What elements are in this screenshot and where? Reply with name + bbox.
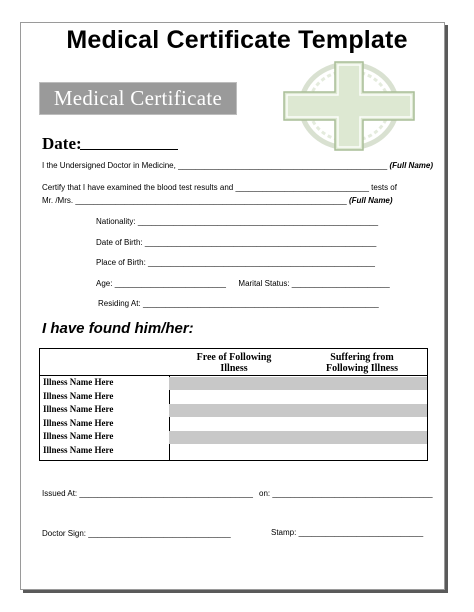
certify-statement-line2: [42, 196, 393, 205]
table-row[interactable]: Illness Name Here: [43, 431, 114, 441]
doctor-sign-label: Doctor Sign:: [42, 529, 87, 538]
column-header-free-line2: Illness: [220, 363, 248, 374]
age-field[interactable]: _________________________: [114, 279, 226, 288]
table-row[interactable]: Illness Name Here: [43, 418, 114, 428]
residing-at-field[interactable]: _____________________________________________________: [142, 299, 379, 308]
nationality-label: Nationality:: [96, 217, 136, 226]
place-of-birth-field[interactable]: ___________________________________________________: [148, 258, 375, 267]
nationality-row: [96, 217, 378, 226]
doctor-sign-row: [42, 529, 231, 538]
table-header-divider: [39, 375, 428, 376]
stamp-row: [271, 528, 423, 537]
patient-name-field[interactable]: _____________________________________________________________: [75, 196, 347, 205]
table-row[interactable]: Illness Name Here: [43, 391, 114, 401]
table-row[interactable]: Illness Name Here: [43, 445, 114, 455]
column-header-suffering: [306, 352, 418, 374]
doctor-sign-field[interactable]: ________________________________: [88, 529, 231, 538]
residing-at-row: [98, 299, 379, 308]
place-of-birth-label: Place of Birth:: [96, 258, 146, 267]
column-header-free-line1: Free of Following: [196, 352, 272, 363]
date-field[interactable]: [80, 149, 178, 150]
issued-at-label: Issued At:: [42, 489, 78, 498]
stamp-label: Stamp:: [271, 528, 297, 537]
doctor-name-field[interactable]: _______________________________________________: [178, 161, 388, 170]
table-row-shade: [169, 431, 427, 444]
table-row[interactable]: Illness Name Here: [43, 377, 114, 387]
certify-statement-line1: [42, 183, 397, 192]
column-header-suffering-line2: Following Illness: [326, 363, 398, 374]
column-header-suffering-line1: Suffering from: [330, 352, 394, 363]
certificate-banner: [40, 83, 236, 114]
medical-cross-icon: [280, 58, 418, 154]
template-title: Medical Certificate Template: [66, 26, 408, 54]
tests-of-label: tests of: [371, 183, 397, 192]
full-name-hint-2: (Full Name): [348, 196, 393, 205]
test-name-field[interactable]: ______________________________: [235, 183, 369, 192]
issued-at-field[interactable]: _______________________________________: [79, 489, 253, 498]
date-of-birth-label: Date of Birth:: [96, 238, 143, 247]
undersigned-statement: [42, 161, 433, 170]
marital-status-field[interactable]: ______________________: [291, 279, 390, 288]
issued-on-field[interactable]: ____________________________________: [272, 489, 433, 498]
certificate-banner-text: Medical Certificate: [53, 86, 223, 110]
marital-status-label: Marital Status:: [238, 279, 290, 288]
residing-at-label: Residing At:: [98, 299, 141, 308]
date-of-birth-field[interactable]: ____________________________________________________: [144, 238, 377, 247]
nationality-field[interactable]: ______________________________________________________: [137, 217, 379, 226]
age-label: Age:: [96, 279, 113, 288]
findings-heading: I have found him/her:: [42, 320, 194, 337]
date-of-birth-row: [96, 238, 376, 247]
stamp-field[interactable]: ____________________________: [298, 528, 424, 537]
certify-label: Certify that I have examined the blood test results and: [42, 183, 234, 192]
column-header-free: [178, 352, 290, 374]
table-row[interactable]: Illness Name Here: [43, 404, 114, 414]
place-of-birth-row: [96, 258, 375, 267]
table-row-shade: [169, 377, 427, 390]
issued-on-label: on:: [259, 489, 271, 498]
mr-mrs-label: Mr. /Mrs.: [42, 196, 74, 205]
issued-on-row: [259, 489, 433, 498]
issued-at-row: [42, 489, 253, 498]
undersigned-label: I the Undersigned Doctor in Medicine,: [42, 161, 176, 170]
table-row-shade: [169, 404, 427, 417]
full-name-hint: (Full Name): [389, 161, 434, 170]
age-row: [96, 279, 390, 288]
date-label: Date:: [42, 134, 82, 153]
